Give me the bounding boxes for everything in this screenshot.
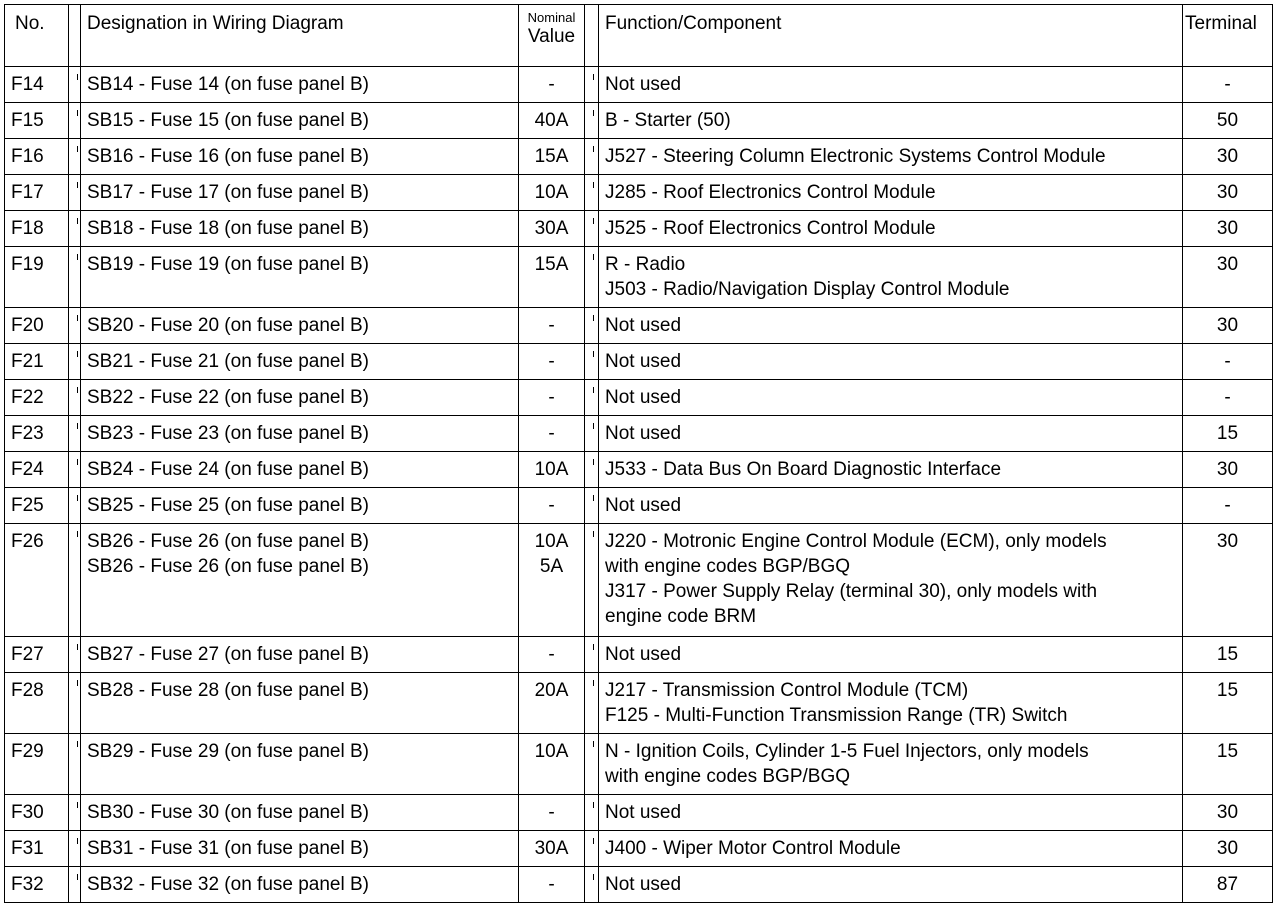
fuse-number: F25 [5,488,69,524]
column-separator [585,308,599,344]
designation-cell [81,344,519,380]
column-separator [69,416,81,452]
designation-line: SB30 - Fuse 30 (on fuse panel B) [87,802,369,823]
function-line: J525 - Roof Electronics Control Module [605,218,936,239]
function-cell [599,67,1183,103]
nominal-value-cell [519,524,585,637]
nominal-value-cell [519,673,585,734]
function-line: Not used [605,74,682,95]
designation-line: SB25 - Fuse 25 (on fuse panel B) [87,495,369,516]
table-row [5,637,1273,673]
table-row [5,247,1273,308]
separator-tick [593,874,596,880]
designation-line: SB28 - Fuse 28 (on fuse panel B) [87,680,369,701]
designation-line: SB22 - Fuse 22 (on fuse panel B) [87,387,369,408]
nominal-value-cell [519,344,585,380]
separator-tick [593,838,596,844]
column-separator [585,673,599,734]
nominal-value-line: 5A [539,556,564,577]
nominal-value-line: - [548,74,555,95]
column-separator [69,211,81,247]
table-row [5,488,1273,524]
designation-line: SB24 - Fuse 24 (on fuse panel B) [87,459,369,480]
header-row [5,5,1273,67]
nominal-value-line: - [548,495,555,516]
function-cell [599,637,1183,673]
column-separator [69,795,81,831]
nominal-value-line: 10A [534,531,569,552]
nominal-value-cell [519,488,585,524]
function-line: J285 - Roof Electronics Control Module [605,182,936,203]
function-cell [599,488,1183,524]
function-cell [599,673,1183,734]
terminal-cell: 30 [1183,831,1273,867]
designation-line: SB18 - Fuse 18 (on fuse panel B) [87,218,369,239]
nominal-value-cell [519,175,585,211]
column-separator [585,488,599,524]
column-separator [69,524,81,637]
column-separator [69,452,81,488]
column-separator [69,247,81,308]
separator-tick [593,459,596,465]
fuse-number: F19 [5,247,69,308]
function-line: F125 - Multi-Function Transmission Range (TR) Switch [605,705,1068,726]
designation-line: SB26 - Fuse 26 (on fuse panel B) [87,556,369,577]
table-row [5,344,1273,380]
function-cell [599,734,1183,795]
separator-tick [593,146,596,152]
separator-tick [593,74,596,80]
fuse-number: F20 [5,308,69,344]
table-row [5,734,1273,795]
nominal-value-line: 30A [534,838,569,859]
nominal-value-cell [519,211,585,247]
column-separator [69,103,81,139]
designation-cell [81,416,519,452]
fuse-number: F18 [5,211,69,247]
designation-cell [81,867,519,903]
nominal-value-line: - [548,802,555,823]
separator-tick [593,644,596,650]
function-cell [599,831,1183,867]
designation-cell [81,673,519,734]
designation-cell [81,637,519,673]
function-cell [599,452,1183,488]
separator-tick [593,218,596,224]
column-separator [585,795,599,831]
designation-cell [81,380,519,416]
designation-line: SB26 - Fuse 26 (on fuse panel B) [87,531,369,552]
terminal-cell: 30 [1183,175,1273,211]
column-separator [585,247,599,308]
column-separator [585,175,599,211]
header-function: Function/Component [599,5,1183,67]
terminal-cell: - [1183,344,1273,380]
table-row [5,867,1273,903]
column-separator [69,734,81,795]
column-separator [585,416,599,452]
fuse-table [4,4,1273,903]
designation-cell [81,488,519,524]
column-separator [585,344,599,380]
column-separator [69,488,81,524]
designation-cell [81,452,519,488]
function-cell [599,247,1183,308]
function-cell [599,211,1183,247]
fuse-number: F32 [5,867,69,903]
function-line: with engine codes BGP/BGQ [605,766,851,787]
fuse-number: F31 [5,831,69,867]
terminal-cell: 30 [1183,308,1273,344]
function-cell [599,380,1183,416]
separator-tick [593,182,596,188]
function-cell [599,344,1183,380]
designation-line: SB27 - Fuse 27 (on fuse panel B) [87,644,369,665]
function-cell [599,308,1183,344]
function-cell [599,103,1183,139]
terminal-cell: 15 [1183,734,1273,795]
column-separator [585,452,599,488]
function-cell [599,416,1183,452]
designation-line: SB21 - Fuse 21 (on fuse panel B) [87,351,369,372]
column-separator [585,637,599,673]
nominal-value-cell [519,67,585,103]
fuse-number: F16 [5,139,69,175]
separator-tick [593,351,596,357]
function-line: Not used [605,351,682,372]
designation-cell [81,308,519,344]
terminal-cell: 50 [1183,103,1273,139]
separator-tick [593,254,596,260]
designation-cell [81,67,519,103]
function-line: J317 - Power Supply Relay (terminal 30), only models with [605,581,1098,602]
header-terminal: Terminal [1183,5,1273,67]
column-separator [585,103,599,139]
nominal-value-line: 15A [534,254,569,275]
column-separator [69,380,81,416]
designation-line: SB31 - Fuse 31 (on fuse panel B) [87,838,369,859]
function-line: Not used [605,874,682,895]
nominal-value-cell [519,795,585,831]
column-separator [585,67,599,103]
table-row [5,673,1273,734]
designation-cell [81,247,519,308]
table-row [5,524,1273,637]
function-cell [599,175,1183,211]
function-line: Not used [605,387,682,408]
terminal-cell: 30 [1183,139,1273,175]
function-line: J217 - Transmission Control Module (TCM) [605,680,969,701]
nominal-value-line: 10A [534,741,569,762]
column-separator [69,867,81,903]
function-line: J527 - Steering Column Electronic Systems Control Module [605,146,1106,167]
column-separator [69,344,81,380]
separator-tick [593,495,596,501]
function-line: with engine codes BGP/BGQ [605,556,851,577]
terminal-cell: 30 [1183,524,1273,637]
nominal-value-line: - [548,387,555,408]
designation-cell [81,139,519,175]
nominal-value-line: 10A [534,182,569,203]
column-separator [585,211,599,247]
designation-line: SB19 - Fuse 19 (on fuse panel B) [87,254,369,275]
terminal-cell: 30 [1183,211,1273,247]
column-separator [69,308,81,344]
column-separator [585,734,599,795]
column-separator [585,867,599,903]
nominal-value-line: 20A [534,680,569,701]
fuse-number: F23 [5,416,69,452]
header-separator [585,5,599,67]
nominal-value-line: 30A [534,218,569,239]
nominal-value-cell [519,139,585,175]
function-line: J533 - Data Bus On Board Diagnostic Interface [605,459,1002,480]
nominal-value-cell [519,103,585,139]
table-row [5,795,1273,831]
fuse-number: F28 [5,673,69,734]
designation-cell [81,524,519,637]
fuse-number: F21 [5,344,69,380]
column-separator [585,380,599,416]
designation-line: SB29 - Fuse 29 (on fuse panel B) [87,741,369,762]
column-separator [69,673,81,734]
separator-tick [593,423,596,429]
terminal-cell: 15 [1183,416,1273,452]
terminal-cell: 15 [1183,673,1273,734]
designation-cell [81,831,519,867]
terminal-cell: 15 [1183,637,1273,673]
terminal-cell: 87 [1183,867,1273,903]
terminal-cell: 30 [1183,452,1273,488]
table-row [5,175,1273,211]
separator-tick [593,802,596,808]
designation-line: SB23 - Fuse 23 (on fuse panel B) [87,423,369,444]
designation-cell [81,211,519,247]
function-line: Not used [605,423,682,444]
function-line: J220 - Motronic Engine Control Module (ECM), only models [605,531,1107,552]
column-separator [69,67,81,103]
fuse-number: F14 [5,67,69,103]
table-row [5,139,1273,175]
fuse-number: F26 [5,524,69,637]
header-no: No. [5,5,69,67]
column-separator [69,175,81,211]
nominal-value-cell [519,247,585,308]
function-line: J400 - Wiper Motor Control Module [605,838,901,859]
function-line: B - Starter (50) [605,110,731,131]
fuse-number: F29 [5,734,69,795]
function-line: Not used [605,802,682,823]
header-nominal [519,5,585,67]
column-separator [585,524,599,637]
function-line: Not used [605,644,682,665]
nominal-value-cell [519,380,585,416]
table-row [5,452,1273,488]
terminal-cell: - [1183,488,1273,524]
designation-line: SB17 - Fuse 17 (on fuse panel B) [87,182,369,203]
column-separator [69,139,81,175]
table-body [5,67,1273,903]
terminal-cell: 30 [1183,247,1273,308]
function-cell [599,795,1183,831]
table-row [5,416,1273,452]
designation-line: SB15 - Fuse 15 (on fuse panel B) [87,110,369,131]
fuse-number: F15 [5,103,69,139]
table-row [5,831,1273,867]
nominal-value-line: 40A [534,110,569,131]
separator-tick [593,680,596,686]
table-row [5,67,1273,103]
nominal-value-cell [519,308,585,344]
nominal-value-line: - [548,315,555,336]
function-line: Not used [605,495,682,516]
designation-line: SB32 - Fuse 32 (on fuse panel B) [87,874,369,895]
nominal-value-line: - [548,423,555,444]
nominal-value-line: - [548,351,555,372]
nominal-value-cell [519,867,585,903]
designation-cell [81,175,519,211]
table-row [5,380,1273,416]
function-cell [599,139,1183,175]
separator-tick [593,741,596,747]
header-nominal-top: Nominal [527,10,576,25]
designation-line: SB14 - Fuse 14 (on fuse panel B) [87,74,369,95]
column-separator [585,139,599,175]
nominal-value-cell [519,637,585,673]
column-separator [69,831,81,867]
fuse-number: F24 [5,452,69,488]
fuse-number: F27 [5,637,69,673]
nominal-value-line: - [548,874,555,895]
nominal-value-line: 10A [534,459,569,480]
header-separator [69,5,81,67]
separator-tick [593,110,596,116]
terminal-cell: - [1183,67,1273,103]
table-row [5,308,1273,344]
separator-tick [593,531,596,537]
function-line: R - Radio [605,254,686,275]
nominal-value-line: - [548,644,555,665]
function-line: N - Ignition Coils, Cylinder 1-5 Fuel Injectors, only models [605,741,1089,762]
designation-cell [81,103,519,139]
fuse-number: F17 [5,175,69,211]
terminal-cell: - [1183,380,1273,416]
function-line: J503 - Radio/Navigation Display Control Module [605,279,1010,300]
terminal-cell: 30 [1183,795,1273,831]
designation-cell [81,734,519,795]
function-cell [599,867,1183,903]
designation-cell [81,795,519,831]
nominal-value-cell [519,452,585,488]
header-nominal-bottom: Value [527,26,576,47]
fuse-number: F30 [5,795,69,831]
designation-line: SB20 - Fuse 20 (on fuse panel B) [87,315,369,336]
function-line: Not used [605,315,682,336]
function-cell [599,524,1183,637]
nominal-value-cell [519,734,585,795]
nominal-value-line: 15A [534,146,569,167]
nominal-value-cell [519,416,585,452]
column-separator [585,831,599,867]
table-row [5,103,1273,139]
function-line: engine code BRM [605,606,757,627]
designation-line: SB16 - Fuse 16 (on fuse panel B) [87,146,369,167]
header-designation: Designation in Wiring Diagram [81,5,519,67]
separator-tick [593,387,596,393]
nominal-value-cell [519,831,585,867]
table-row [5,211,1273,247]
separator-tick [593,315,596,321]
column-separator [69,637,81,673]
fuse-number: F22 [5,380,69,416]
